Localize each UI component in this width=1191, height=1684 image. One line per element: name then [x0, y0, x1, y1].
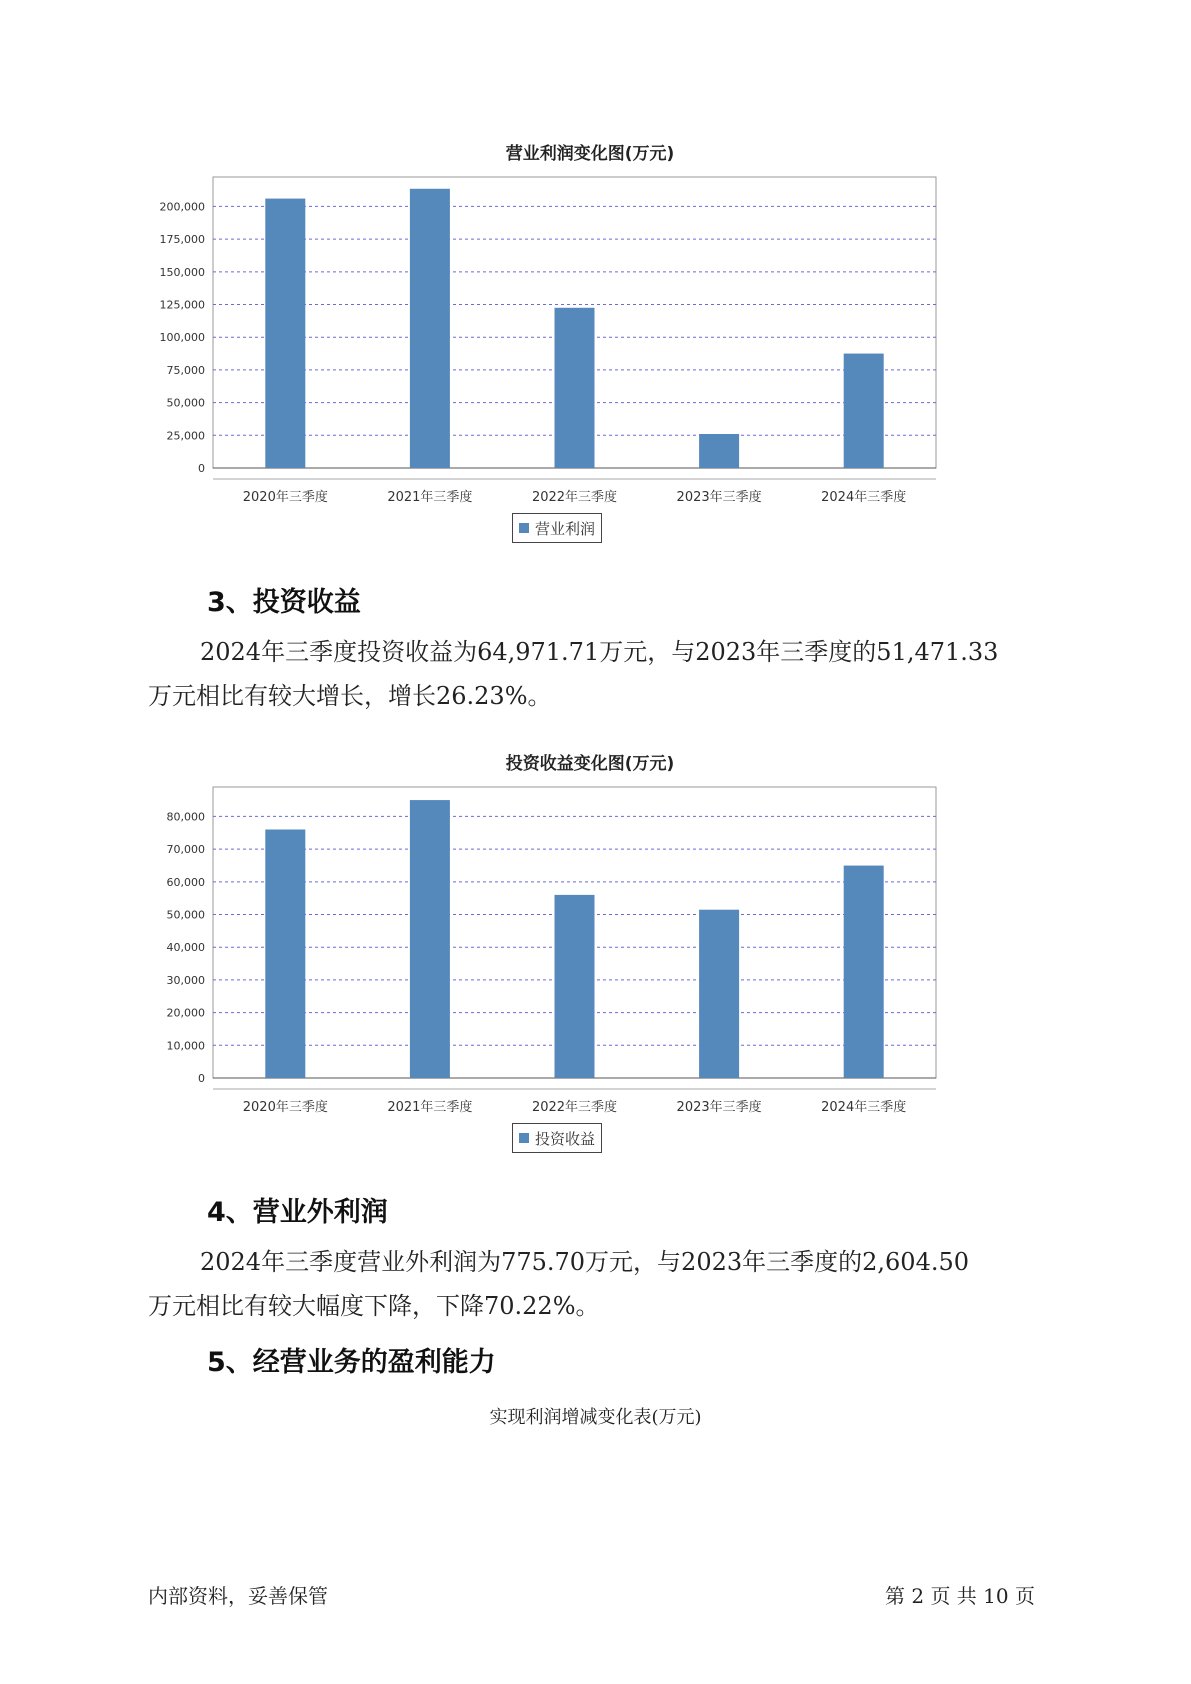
y-tick-label: 20,000 [166, 1006, 205, 1020]
y-tick-label: 0 [198, 1072, 205, 1085]
y-tick-label: 175,000 [159, 233, 205, 247]
y-tick-label: 50,000 [166, 908, 205, 922]
y-tick-label: 125,000 [159, 298, 205, 312]
section-3-line-2: 万元相比有较大增长，增长26.23%。 [148, 682, 552, 710]
y-tick-label: 40,000 [166, 941, 205, 955]
y-tick-label: 50,000 [166, 396, 205, 410]
x-tick-label: 2023年三季度 [676, 490, 762, 505]
bar [844, 354, 884, 468]
legend-label: 营业利润 [535, 519, 596, 538]
y-tick-label: 150,000 [159, 265, 205, 279]
y-tick-label: 60,000 [166, 875, 205, 889]
legend-label: 投资收益 [535, 1129, 596, 1148]
table-caption: 实现利润增减变化表(万元) [489, 1407, 702, 1428]
y-tick-label: 75,000 [166, 363, 205, 377]
y-tick-label: 30,000 [166, 973, 205, 987]
operating-profit-bar-chart [150, 175, 1030, 535]
bar [410, 800, 450, 1078]
chart-title: 投资收益变化图(万元) [505, 754, 675, 774]
x-tick-label: 2021年三季度 [387, 490, 473, 505]
y-tick-label: 10,000 [166, 1039, 205, 1053]
y-tick-label: 100,000 [159, 331, 205, 345]
x-tick-label: 2022年三季度 [531, 1100, 618, 1115]
section-4-heading: 4、营业外利润 [207, 1197, 388, 1228]
section-3-line-1: 2024年三季度投资收益为64,971.71万元，与2023年三季度的51,471.33 [200, 638, 999, 666]
bar [410, 189, 450, 468]
section-5-heading: 5、经营业务的盈利能力 [207, 1347, 496, 1378]
x-tick-label: 2023年三季度 [676, 1100, 762, 1115]
footer-page-number: 第 2 页 共 10 页 [885, 1584, 1035, 1608]
y-tick-label: 70,000 [166, 843, 205, 857]
bar [555, 895, 595, 1078]
footer-confidential-note: 内部资料，妥善保管 [148, 1584, 328, 1608]
x-tick-label: 2022年三季度 [531, 490, 618, 505]
x-tick-label: 2020年三季度 [242, 1100, 328, 1115]
operating-profit-chart [150, 135, 1030, 555]
x-tick-label: 2024年三季度 [821, 1100, 907, 1115]
bar [265, 830, 305, 1078]
y-tick-label: 25,000 [166, 429, 205, 443]
section-4-paragraph [148, 1240, 1068, 1328]
x-tick-label: 2021年三季度 [387, 1100, 473, 1115]
bar [265, 199, 305, 468]
bar [699, 434, 739, 468]
legend-swatch [519, 1133, 529, 1143]
chart-title: 营业利润变化图(万元) [505, 144, 675, 164]
legend-swatch [519, 523, 529, 533]
y-tick-label: 0 [198, 462, 205, 475]
investment-income-bar-chart [150, 785, 1030, 1145]
y-tick-label: 200,000 [159, 200, 205, 214]
chart-legend [512, 513, 602, 543]
chart-legend [512, 1123, 602, 1153]
bar [555, 308, 595, 468]
investment-income-chart [150, 745, 1030, 1165]
x-tick-label: 2020年三季度 [242, 490, 328, 505]
section-3-heading: 3、投资收益 [207, 587, 361, 618]
x-tick-label: 2024年三季度 [821, 490, 907, 505]
section-4-line-1: 2024年三季度营业外利润为775.70万元，与2023年三季度的2,604.50 [200, 1248, 970, 1276]
section-3-paragraph [148, 630, 1068, 718]
y-tick-label: 80,000 [166, 810, 205, 824]
bar [699, 910, 739, 1078]
bar [844, 866, 884, 1078]
section-4-line-2: 万元相比有较大幅度下降，下降70.22%。 [148, 1292, 600, 1320]
